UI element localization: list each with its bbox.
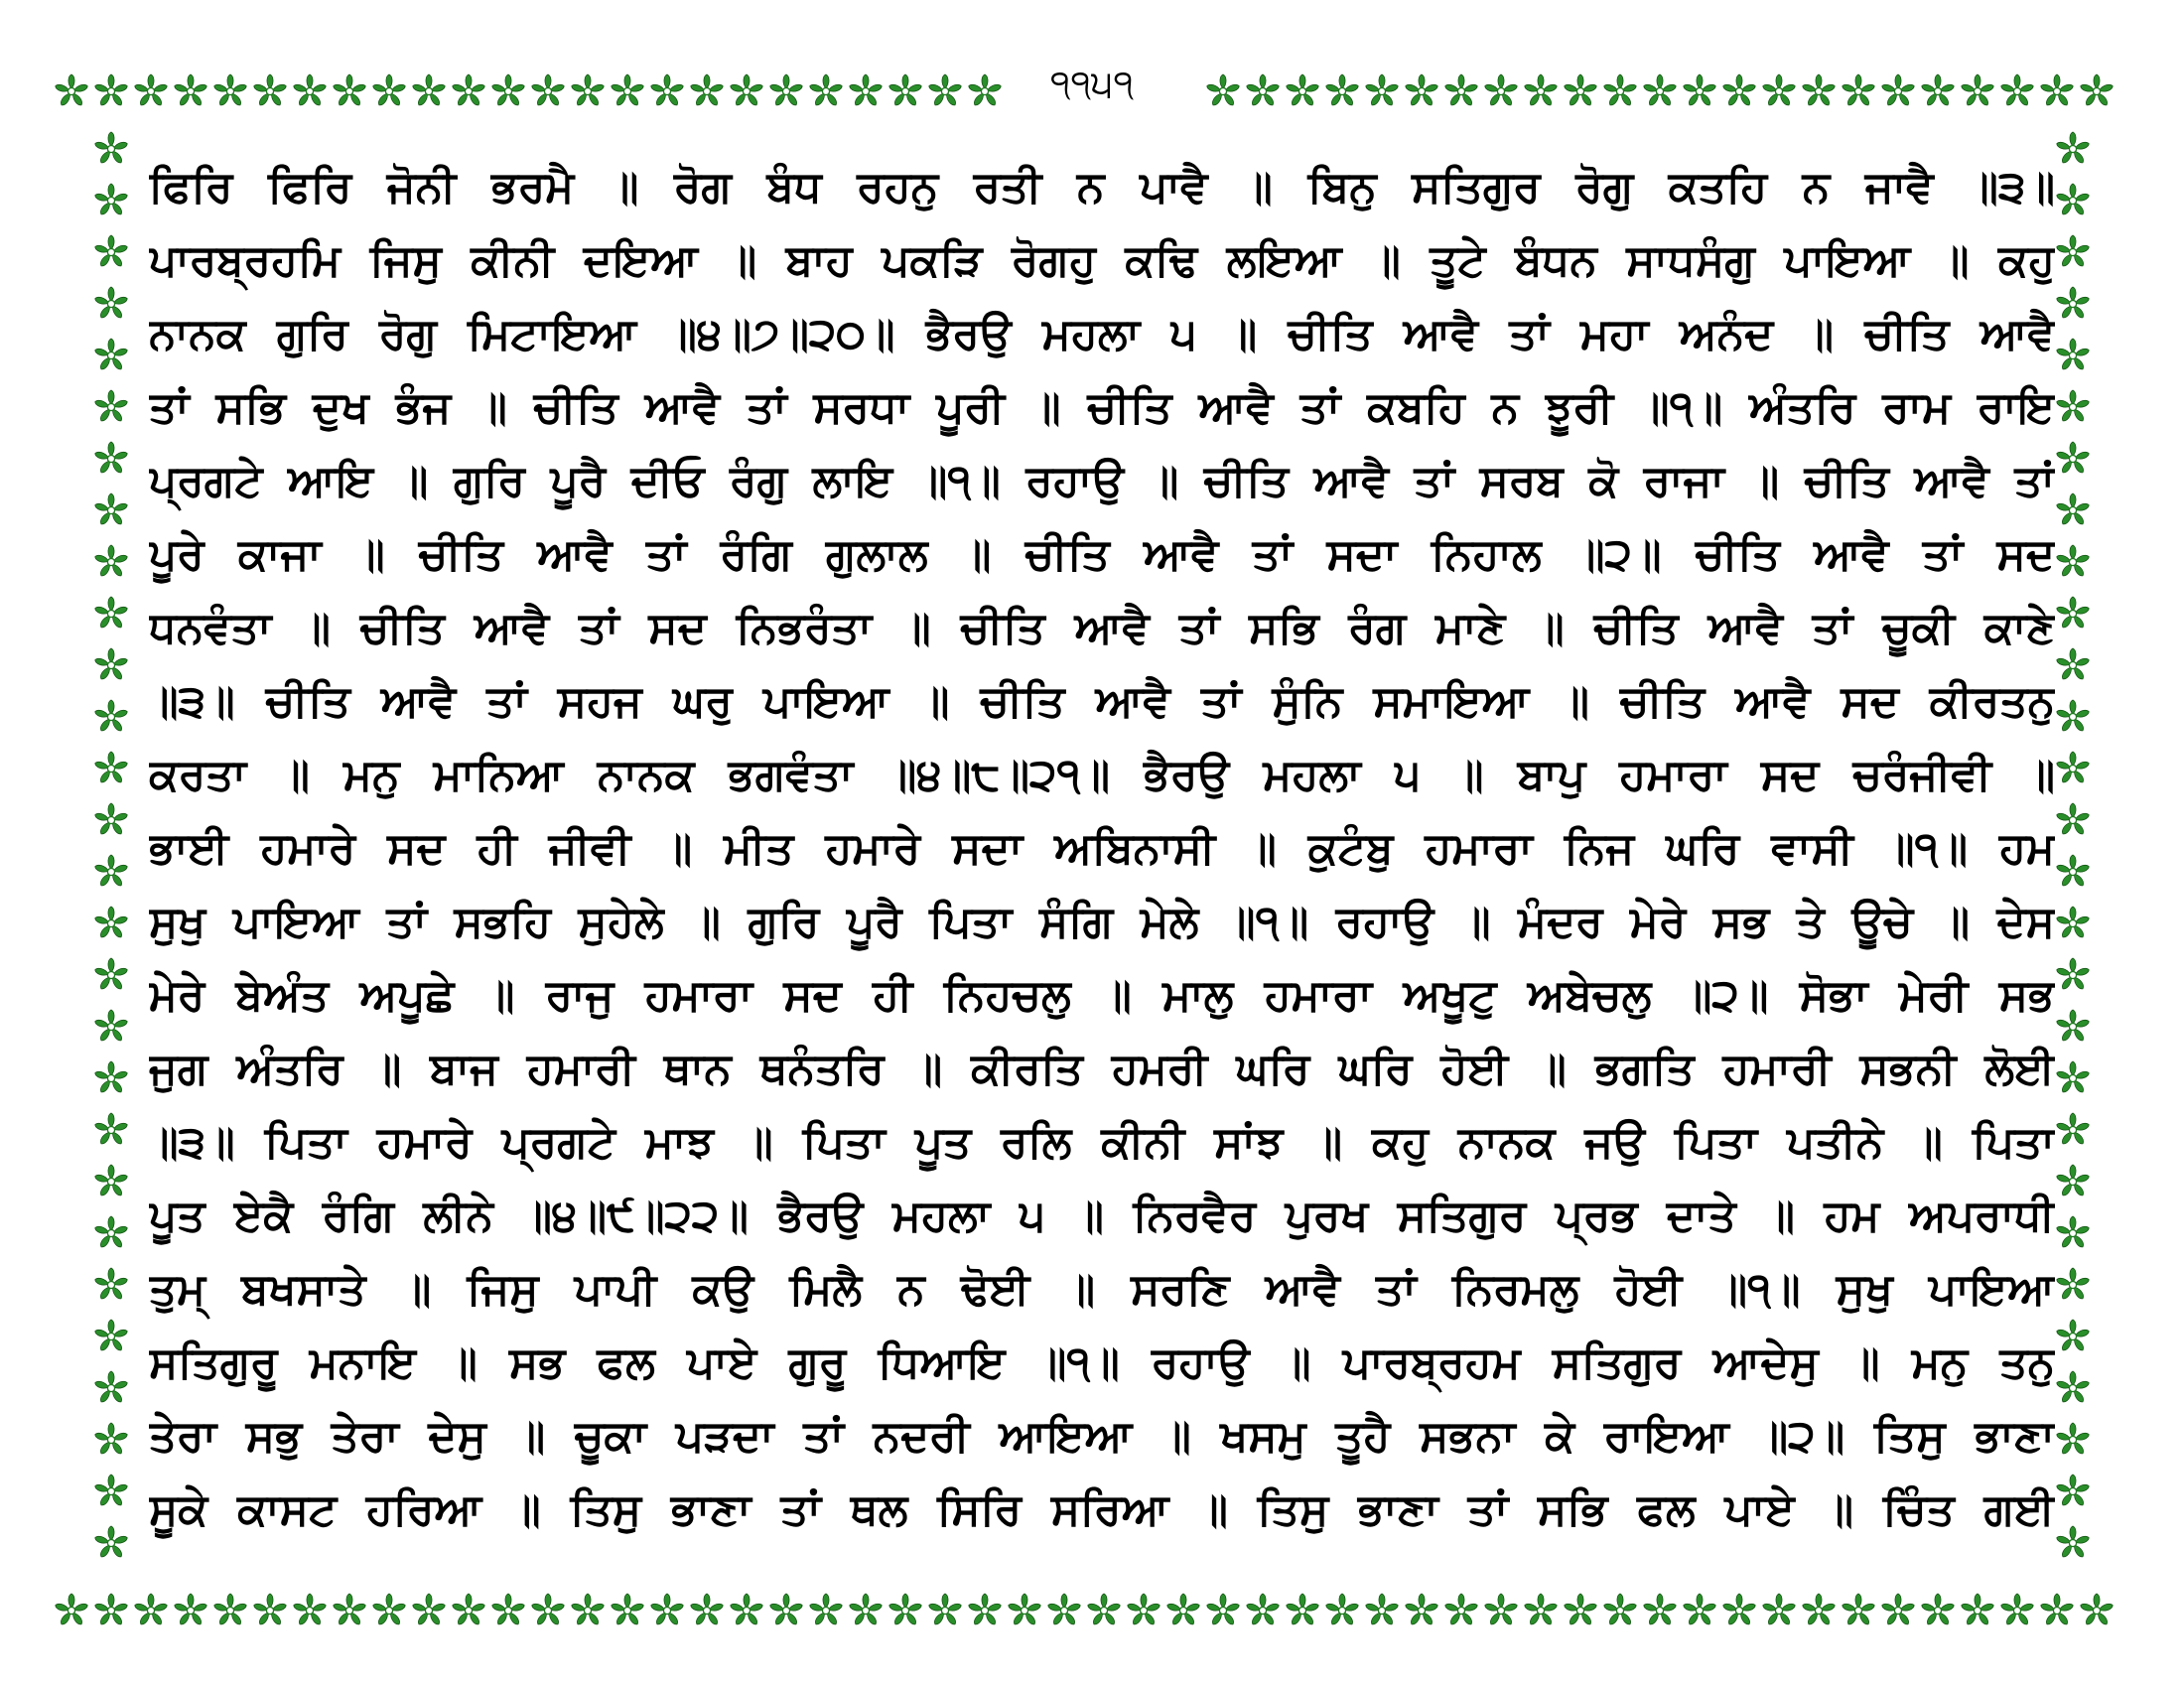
flower-icon [1325,1594,1359,1626]
flower-icon [2056,648,2090,681]
flower-icon [2056,390,2090,423]
flower-icon [928,1594,962,1626]
flower-icon [769,1594,803,1626]
flower-icon [1047,1594,1081,1626]
flower-icon [94,132,128,165]
flower-icon [94,1113,128,1146]
flower-icon [1484,1594,1518,1626]
flower-icon [2056,545,2090,578]
flower-icon [2056,752,2090,784]
flower-icon [94,1371,128,1404]
page-number-label: ੧੧੫੧ [1032,62,1152,105]
flower-icon [2056,1475,2090,1507]
flower-icon [2056,235,2090,268]
flower-icon [2056,442,2090,475]
flower-icon [531,1594,565,1626]
flower-icon [571,1594,605,1626]
flower-icon [1166,1594,1200,1626]
flower-icon [412,1594,446,1626]
flower-icon [94,1423,128,1456]
page-number [0,62,2184,106]
flower-icon [94,1526,128,1559]
flower-icon [1762,1594,1796,1626]
flower-icon [2080,1594,2114,1626]
flower-icon [1524,1594,1558,1626]
text-line: ॥੩॥ ਚੀਤਿ ਆਵੈ ਤਾਂ ਸਹਜ ਘਰੁ ਪਾਇਆ ॥ ਚੀਤਿ ਆਵੈ ਤਾਂ ਸੁੰਨਿ ਸਮਾਇਆ ॥ ਚੀਤਿ ਆਵੈ ਸਦ ਕੀਰਤਨੁ [149,676,2055,727]
text-line: ਭਾਈ ਹਮਾਰੇ ਸਦ ਹੀ ਜੀਵੀ ॥ ਮੀਤ ਹਮਾਰੇ ਸਦਾ ਅਬਿਨਾਸੀ ॥ ਕੁਟੰਬੁ ਹਮਾਰਾ ਨਿਜ ਘਰਿ ਵਾਸੀ ॥੧॥ ਹਮ [149,823,2055,874]
flower-icon [1802,1594,1836,1626]
flower-icon [2056,184,2090,216]
flower-icon [849,1594,883,1626]
flower-icon [452,1594,485,1626]
flower-icon [2056,1423,2090,1456]
flower-icon [94,700,128,733]
flower-icon [2056,1010,2090,1043]
flower-icon [1127,1594,1160,1626]
flower-icon [94,1010,128,1043]
flower-icon [94,648,128,681]
text-line: ਪ੍ਰਗਟੇ ਆਇ ॥ ਗੁਰਿ ਪੂਰੈ ਦੀਓ ਰੰਗੁ ਲਾਇ ॥੧॥ ਰਹਾਉ ॥ ਚੀਤਿ ਆਵੈ ਤਾਂ ਸਰਬ ਕੋ ਰਾਜਾ ॥ ਚੀਤਿ ਆਵੈ ਤਾਂ [149,456,2055,506]
flower-icon [94,1594,128,1626]
flower-icon [293,1594,327,1626]
flower-icon [253,1594,287,1626]
flower-icon [690,1594,724,1626]
flower-icon [94,287,128,320]
flower-icon [2056,803,2090,836]
flower-icon [55,1594,88,1626]
flower-icon [2056,1113,2090,1146]
text-line: ਤੇਰਾ ਸਭੁ ਤੇਰਾ ਦੇਸੁ ॥ ਚੂਕਾ ਪੜਦਾ ਤਾਂ ਨਦਰੀ ਆਇਆ ॥ ਖਸਮੁ ਤੂਹੈ ਸਭਨਾ ਕੇ ਰਾਇਆ ॥੨॥ ਤਿਸੁ ਭਾਣਾ [149,1411,2055,1462]
flower-icon [2056,493,2090,526]
flower-icon [2056,1526,2090,1559]
flower-icon [94,184,128,216]
text-line: ਪਾਰਬ੍ਰਹਮਿ ਜਿਸੁ ਕੀਨੀ ਦਇਆ ॥ ਬਾਹ ਪਕੜਿ ਰੋਗਹੁ ਕਢਿ ਲਇਆ ॥ ਤੂਟੇ ਬੰਧਨ ਸਾਧਸੰਗੁ ਪਾਇਆ ॥ ਕਹੁ [149,235,2055,286]
flower-icon [1961,1594,1994,1626]
flower-icon [2056,700,2090,733]
flower-icon [94,235,128,268]
text-line: ਕਰਤਾ ॥ ਮਨੁ ਮਾਨਿਆ ਨਾਨਕ ਭਗਵੰਤਾ ॥੪॥੮॥੨੧॥ ਭੈਰਉ ਮਹਲਾ ੫ ॥ ਬਾਪੁ ਹਮਾਰਾ ਸਦ ਚਰੰਜੀਵੀ ॥ [149,750,2055,800]
flower-icon [94,907,128,939]
flower-icon [1365,1594,1399,1626]
flower-icon [1683,1594,1716,1626]
flower-icon [809,1594,843,1626]
flower-icon [1881,1594,1915,1626]
flower-icon [94,752,128,784]
flower-icon [650,1594,684,1626]
flower-icon [213,1594,247,1626]
flower-icon [2056,287,2090,320]
flower-icon [94,339,128,371]
flower-icon [1405,1594,1438,1626]
text-line: ਪੂਰੇ ਕਾਜਾ ॥ ਚੀਤਿ ਆਵੈ ਤਾਂ ਰੰਗਿ ਗੁਲਾਲ ॥ ਚੀਤਿ ਆਵੈ ਤਾਂ ਸਦਾ ਨਿਹਾਲ ॥੨॥ ਚੀਤਿ ਆਵੈ ਤਾਂ ਸਦ [149,529,2055,580]
flower-icon [2056,1320,2090,1352]
text-line: ਜੁਗ ਅੰਤਰਿ ॥ ਬਾਜ ਹਮਾਰੀ ਥਾਨ ਥਨੰਤਰਿ ॥ ਕੀਰਤਿ ਹਮਰੀ ਘਰਿ ਘਰਿ ਹੋਈ ॥ ਭਗਤਿ ਹਮਾਰੀ ਸਭਨੀ ਲੋਈ [149,1044,2055,1094]
flower-icon [1008,1594,1041,1626]
flower-icon [94,545,128,578]
flower-icon [2056,1268,2090,1301]
flower-icon [94,1165,128,1197]
flower-icon [2056,855,2090,888]
flower-icon [1842,1594,1875,1626]
flower-icon [1921,1594,1955,1626]
flower-icon [2056,339,2090,371]
flower-icon [94,493,128,526]
flower-icon [491,1594,525,1626]
flower-icon [1564,1594,1597,1626]
flower-icon [611,1594,644,1626]
flower-icon [94,1268,128,1301]
flower-icon [94,958,128,991]
flower-icon [174,1594,207,1626]
flower-icon [1444,1594,1478,1626]
text-line: ਫਿਰਿ ਫਿਰਿ ਜੋਨੀ ਭਰਮੈ ॥ ਰੋਗ ਬੰਧ ਰਹਨੁ ਰਤੀ ਨ ਪਾਵੈ ॥ ਬਿਨੁ ਸਤਿਗੁਰ ਰੋਗੁ ਕਤਹਿ ਨ ਜਾਵੈ ॥੩॥ [149,162,2055,212]
flower-icon [2056,132,2090,165]
flower-icon [94,597,128,630]
flower-icon [968,1594,1002,1626]
flower-icon [372,1594,406,1626]
flower-icon [333,1594,366,1626]
flower-icon [2056,1371,2090,1404]
flower-icon [94,803,128,836]
flower-icon [94,855,128,888]
flower-icon [1603,1594,1637,1626]
flower-icon [2056,958,2090,991]
text-line: ਸੁਖੁ ਪਾਇਆ ਤਾਂ ਸਭਹਿ ਸੁਹੇਲੇ ॥ ਗੁਰਿ ਪੂਰੈ ਪਿਤਾ ਸੰਗਿ ਮੇਲੇ ॥੧॥ ਰਹਾਉ ॥ ਮੰਦਰ ਮੇਰੇ ਸਭ ਤੇ ਊਚੇ ॥ ਦੇਸ [149,897,2055,947]
flower-icon [2056,1165,2090,1197]
flower-icon [1246,1594,1280,1626]
text-line: ਨਾਨਕ ਗੁਰਿ ਰੋਗੁ ਮਿਟਾਇਆ ॥੪॥੭॥੨੦॥ ਭੈਰਉ ਮਹਲਾ ੫ ॥ ਚੀਤਿ ਆਵੈ ਤਾਂ ਮਹਾ ਅਨੰਦ ॥ ਚੀਤਿ ਆਵੈ [149,309,2055,359]
flower-icon [1722,1594,1756,1626]
text-line: ਧਨਵੰਤਾ ॥ ਚੀਤਿ ਆਵੈ ਤਾਂ ਸਦ ਨਿਭਰੰਤਾ ॥ ਚੀਤਿ ਆਵੈ ਤਾਂ ਸਭਿ ਰੰਗ ਮਾਣੇ ॥ ਚੀਤਿ ਆਵੈ ਤਾਂ ਚੂਕੀ ਕਾਣੇ [149,603,2055,653]
text-line: ਤੁਮ੍ ਬਖਸਾਤੇ ॥ ਜਿਸੁ ਪਾਪੀ ਕਉ ਮਿਲੈ ਨ ਢੋਈ ॥ ਸਰਣਿ ਆਵੈ ਤਾਂ ਨਿਰਮਲੁ ਹੋਈ ॥੧॥ ਸੁਖੁ ਪਾਇਆ [149,1264,2055,1315]
flower-icon [2000,1594,2034,1626]
flower-icon [134,1594,168,1626]
text-line: ॥੩॥ ਪਿਤਾ ਹਮਾਰੇ ਪ੍ਰਗਟੇ ਮਾਝ ॥ ਪਿਤਾ ਪੂਤ ਰਲਿ ਕੀਨੀ ਸਾਂਝ ॥ ਕਹੁ ਨਾਨਕ ਜਉ ਪਿਤਾ ਪਤੀਨੇ ॥ ਪਿਤਾ [149,1117,2055,1168]
text-line: ਪੂਤ ਏਕੈ ਰੰਗਿ ਲੀਨੇ ॥੪॥੯॥੨੨॥ ਭੈਰਉ ਮਹਲਾ ੫ ॥ ਨਿਰਵੈਰ ਪੁਰਖ ਸਤਿਗੁਰ ਪ੍ਰਭ ਦਾਤੇ ॥ ਹਮ ਅਪਰਾਧੀ [149,1191,2055,1241]
flower-icon [1087,1594,1121,1626]
flower-icon [94,1061,128,1094]
text-line: ਸਤਿਗੁਰੂ ਮਨਾਇ ॥ ਸਭ ਫਲ ਪਾਏ ਗੁਰੂ ਧਿਆਇ ॥੧॥ ਰਹਾਉ ॥ ਪਾਰਬ੍ਰਹਮ ਸਤਿਗੁਰ ਆਦੇਸੁ ॥ ਮਨੁ ਤਨੁ [149,1337,2055,1388]
flower-icon [94,1320,128,1352]
flower-icon [2056,907,2090,939]
text-line: ਸੂਕੇ ਕਾਸਟ ਹਰਿਆ ॥ ਤਿਸੁ ਭਾਣਾ ਤਾਂ ਥਲ ਸਿਰਿ ਸਰਿਆ ॥ ਤਿਸੁ ਭਾਣਾ ਤਾਂ ਸਭਿ ਫਲ ਪਾਏ ॥ ਚਿੰਤ ਗਈ [149,1484,2055,1535]
text-line: ਤਾਂ ਸਭਿ ਦੁਖ ਭੰਜ ॥ ਚੀਤਿ ਆਵੈ ਤਾਂ ਸਰਧਾ ਪੂਰੀ ॥ ਚੀਤਿ ਆਵੈ ਤਾਂ ਕਬਹਿ ਨ ਝੂਰੀ ॥੧॥ ਅੰਤਰਿ ਰਾਮ ਰਾਇ [149,382,2055,433]
flower-icon [94,442,128,475]
flower-icon [2040,1594,2074,1626]
flower-icon [94,1475,128,1507]
flower-icon [1643,1594,1677,1626]
flower-icon [2056,1216,2090,1249]
flower-icon [94,390,128,423]
flower-icon [2056,1061,2090,1094]
scripture-text-block [149,151,2055,1547]
flower-icon [730,1594,763,1626]
text-line: ਮੇਰੇ ਬੇਅੰਤ ਅਪੂਛੇ ॥ ਰਾਜੁ ਹਮਾਰਾ ਸਦ ਹੀ ਨਿਹਚਲੁ ॥ ਮਾਲੁ ਹਮਾਰਾ ਅਖੂਟੁ ਅਬੇਚਲੁ ॥੨॥ ਸੋਭਾ ਮੇਰੀ ਸਭ [149,970,2055,1021]
flower-icon [1206,1594,1240,1626]
flower-icon [2056,597,2090,630]
flower-icon [1286,1594,1319,1626]
flower-icon [94,1216,128,1249]
flower-icon [888,1594,922,1626]
